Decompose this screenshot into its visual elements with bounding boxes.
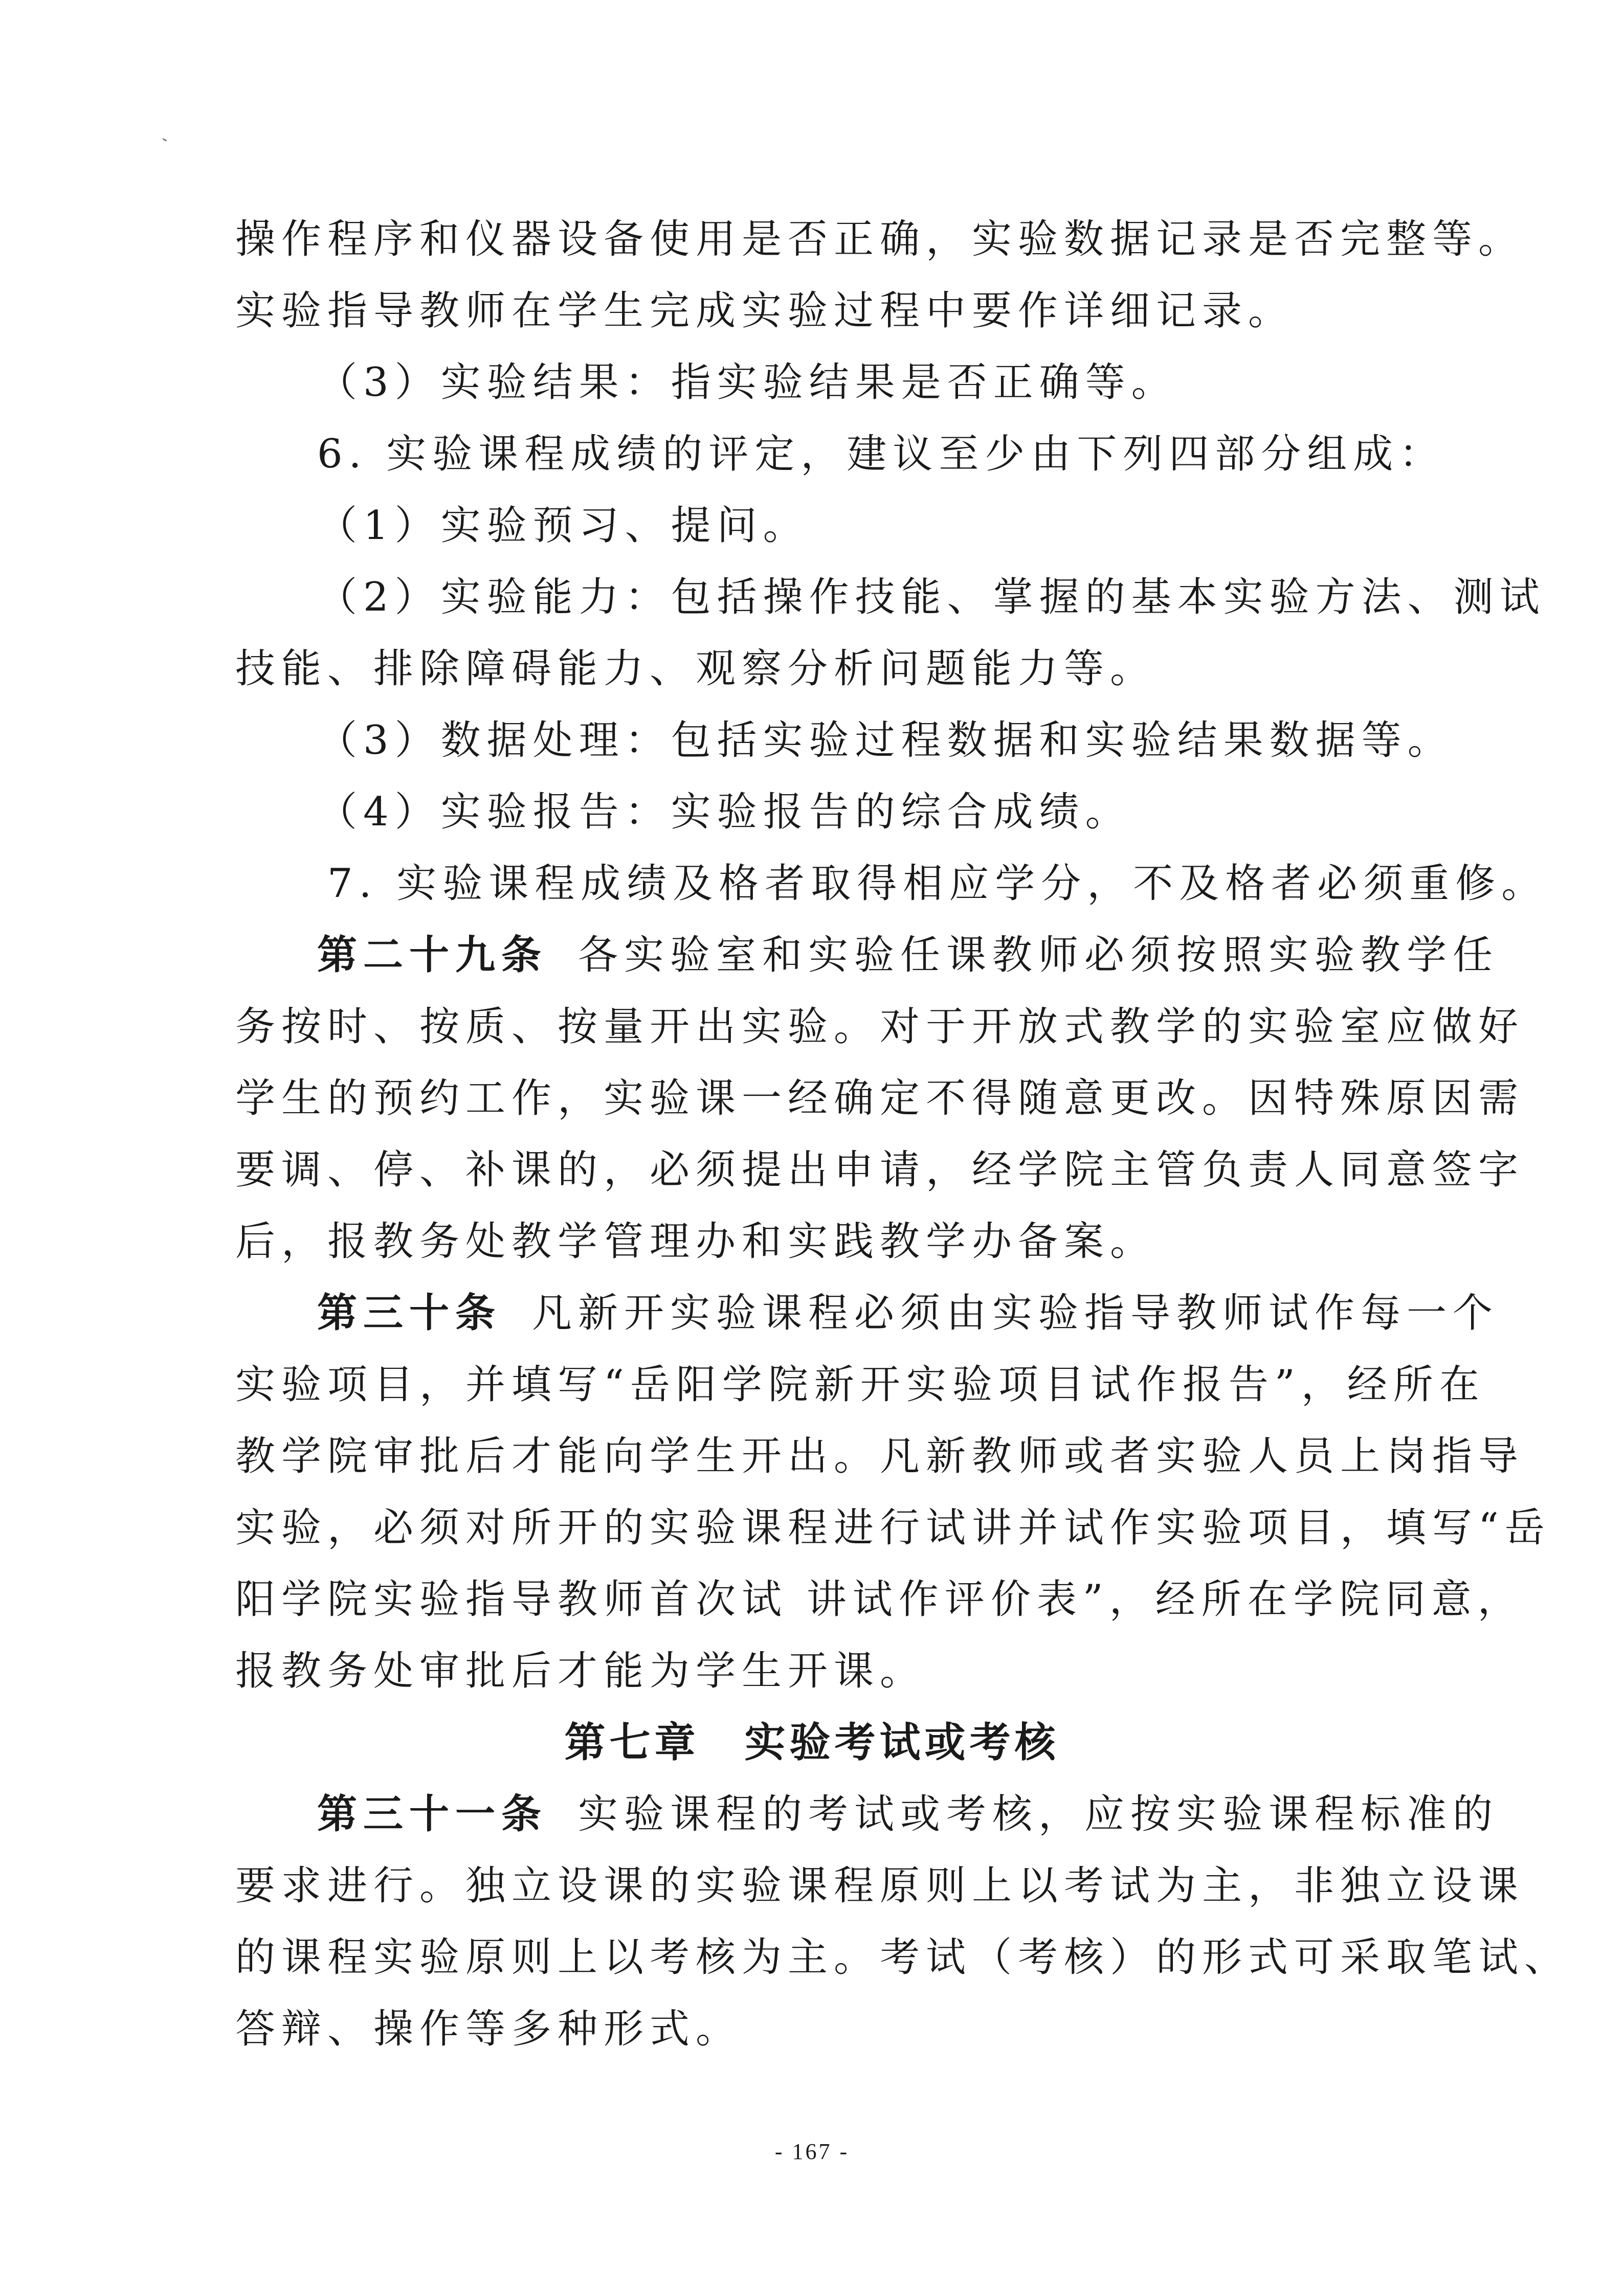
article-30-title: 第三十条 [317, 1290, 502, 1336]
body-line: （3）实验结果：指实验结果是否正确等。 [317, 359, 1177, 406]
body-line: （2）实验能力：包括操作技能、掌握的基本实验方法、测试 [317, 574, 1546, 620]
article-30-text: 凡新开实验课程必须由实验指导教师试作每一个 [532, 1290, 1499, 1336]
article-29-title: 第二十九条 [317, 932, 548, 978]
body-line: 技能、排除障碍能力、观察分析问题能力等。 [235, 646, 1156, 692]
chapter-heading: 第七章 实验考试或考核 [564, 1719, 1060, 1766]
body-line: 务按时、按质、按量开出实验。对于开放式教学的实验室应做好 [235, 1004, 1525, 1050]
scan-mark [163, 138, 167, 142]
body-line: 实验项目，并填写“岳阳学院新开实验项目试作报告”，经所在 [235, 1362, 1485, 1408]
body-line: （3）数据处理：包括实验过程数据和实验结果数据等。 [317, 717, 1454, 763]
body-line: 阳学院实验指导教师首次试 讲试作评价表”，经所在学院同意， [235, 1577, 1524, 1623]
body-line: 的课程实验原则上以考核为主。考试（考核）的形式可采取笔试、 [235, 1934, 1571, 1980]
body-line: 教学院审批后才能向学生开出。凡新教师或者实验人员上岗指导 [235, 1433, 1525, 1479]
body-line: （1）实验预习、提问。 [317, 503, 809, 549]
body-line: 操作程序和仪器设备使用是否正确，实验数据记录是否完整等。 [235, 216, 1525, 262]
body-line: 后，报教务处教学管理办和实践教学办备案。 [235, 1219, 1156, 1265]
article-31-text: 实验课程的考试或考核，应按实验课程标准的 [578, 1791, 1499, 1837]
body-line: 实验，必须对所开的实验课程进行试讲并试作实验项目，填写“岳 [235, 1505, 1551, 1551]
body-line: 报教务处审批后才能为学生开课。 [235, 1648, 926, 1694]
body-line: 6. 实验课程成绩的评定，建议至少由下列四部分组成： [317, 431, 1445, 477]
article-30-first-line [317, 1288, 1499, 1339]
article-31-first-line [317, 1789, 1499, 1840]
body-line: 要求进行。独立设课的实验课程原则上以考试为主，非独立设课 [235, 1863, 1525, 1909]
article-29-text: 各实验室和实验任课教师必须按照实验教学任 [578, 932, 1499, 978]
body-line: 7. 实验课程成绩及格者取得相应学分，不及格者必须重修。 [327, 861, 1548, 907]
body-line: 答辩、操作等多种形式。 [235, 2006, 742, 2052]
body-line: 实验指导教师在学生完成实验过程中要作详细记录。 [235, 288, 1295, 334]
page-number: - 167 - [774, 2139, 850, 2164]
body-line: 要调、停、补课的，必须提出申请，经学院主管负责人同意签字 [235, 1147, 1525, 1193]
article-29-first-line [317, 930, 1499, 981]
article-31-title: 第三十一条 [317, 1791, 548, 1837]
body-line: （4）实验报告：实验报告的综合成绩。 [317, 789, 1131, 835]
body-line: 学生的预约工作，实验课一经确定不得随意更改。因特殊原因需 [235, 1075, 1525, 1121]
